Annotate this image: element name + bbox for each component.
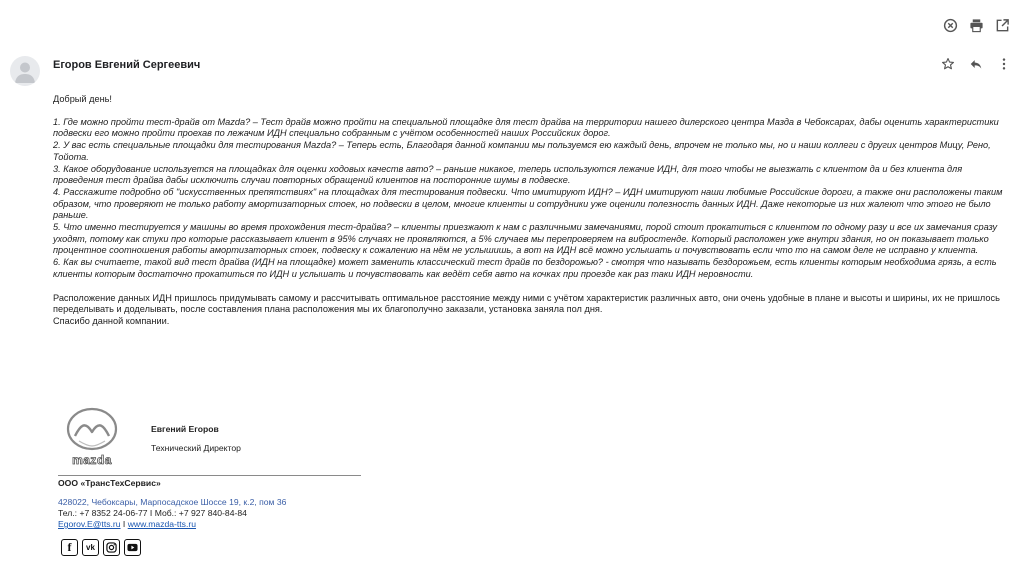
star-icon[interactable] — [940, 56, 956, 72]
greeting: Добрый день! — [53, 94, 112, 104]
signature-name: Евгений Егоров — [151, 424, 219, 434]
print-icon[interactable] — [968, 17, 984, 33]
message-header — [10, 54, 1012, 88]
website-link[interactable]: www.mazda-tts.ru — [127, 519, 197, 529]
message-actions — [940, 56, 1012, 72]
qa-item: 3. Какое оборудование используется на площадках для оценки ходовых качеств авто? – раньше никакое, теперь используются лежачие ИДН, для того чтобы не выезжать с клиентом да и без клиента для проведения тест драйва дабы исключить случаи повторных обращений клиентов на посторонние шумы в подвеске. — [53, 163, 963, 186]
youtube-icon[interactable] — [124, 539, 141, 556]
qa-item: 4. Расскажите подробно об "искусственных препятствиях" на площадках для тестирования подвески. Что имитируют ИДН? – ИДН имитируют наши любимые Российские дороги, а также они расположены таким образом, что проверяют не только работу амортизаторных стоек, но подвески в целом, многие клиенты и сотрудники уже оценили полезность данных ИДН. Даже некоторые из них жалеют что этого не было раньше. — [53, 186, 1003, 221]
email-link[interactable]: Egorov.E@tts.ru — [58, 519, 121, 529]
message-body — [53, 94, 1013, 328]
mazda-logo — [58, 406, 126, 468]
link-separator: I — [120, 519, 128, 529]
open-in-new-window-icon[interactable] — [994, 17, 1010, 33]
qa-item: 2. У вас есть специальные площадки для тестирования Mazda? – Теперь есть, Благодаря данной компании мы пользуемся ею каждый день, впрочем не только мы, но и наши коллеги с других центров Мицу, Рено, Тойота. — [53, 140, 991, 162]
closing-text — [53, 293, 1013, 328]
instagram-icon[interactable] — [103, 539, 120, 556]
reply-icon[interactable] — [968, 56, 984, 72]
closing-thanks: Спасибо данной компании. — [53, 315, 170, 326]
signature-title: Технический Директор — [151, 443, 241, 453]
company-name: ООО «ТрансТехСервис» — [58, 478, 161, 488]
qa-list — [53, 117, 1013, 281]
phone-numbers: Тел.: +7 8352 24-06-77 I Моб.: +7 927 840-84-84 — [58, 508, 247, 518]
closing-paragraph: Расположение данных ИДН пришлось придумывать самому и рассчитывать оптимальное расстояние между ними с учётом характеристик различных авто, они очень удобные в плане и высоты и ширины, их не пришлось переделывать и доделывать, после составления плана расположения мы их благополучно заказали, установка заняла пол дня. — [53, 292, 1000, 315]
logo-wordmark: mazda — [72, 453, 112, 467]
contact-links — [58, 519, 196, 529]
avatar[interactable] — [10, 56, 40, 86]
top-toolbar — [942, 17, 1010, 33]
facebook-icon[interactable]: f — [61, 539, 78, 556]
qa-item: 5. Что именно тестируется у машины во время прохождения тест-драйва? – клиенты приезжают к нам с различными замечаниями, порой стоит прокатиться с клиентом по одному разу и все их замечания сразу уходят, потому как стуки про которые рассказывает клиент в 95% случаях не проявляются, а 5% случаев мы перепроверяем на вибростенде. Который расположен уже внутри здания, но он показывает только процентное соотношения работы амортизаторных стоек, подвеску к сожалению на нём не услышишь, а вот на ИДН всё можно услышать и почувствовать если что то на самом деле не исправно у клиента. — [53, 222, 998, 256]
more-options-icon[interactable] — [996, 56, 1012, 72]
qa-item: 6. Как вы считаете, такой вид тест драйва (ИДН на площадке) может заменить классический тест драйв по бездорожью? - смотря что называть бездорожьем, есть клиенты которым необходима грязь, а есть клиенты которым достаточно прокатиться по ИДН и услышать и почувствовать как ведёт себя авто на кочках при проезде как раз таки ИДН неровности. — [53, 257, 997, 279]
qa-item: 1. Где можно пройти тест-драйв от Mazda? – Тест драйв можно пройти на специальной площадке для тест драйва на территории нашего дилерского центра Мазда в Чебоксарах, дабы оценить характеристики подвески его можно пройти проехав по лежачим ИДН специально собранным с учётом особенностей наших Российских дорог. — [53, 116, 999, 139]
signature-divider — [58, 475, 361, 476]
company-address[interactable]: 428022, Чебоксары, Марпосадское Шоссе 19, к.2, пом 36 — [58, 497, 287, 507]
sender-name[interactable]: Егоров Евгений Сергеевич — [53, 59, 201, 71]
vk-icon[interactable]: vk — [82, 539, 99, 556]
social-links — [61, 539, 141, 556]
close-circle-icon[interactable] — [942, 17, 958, 33]
